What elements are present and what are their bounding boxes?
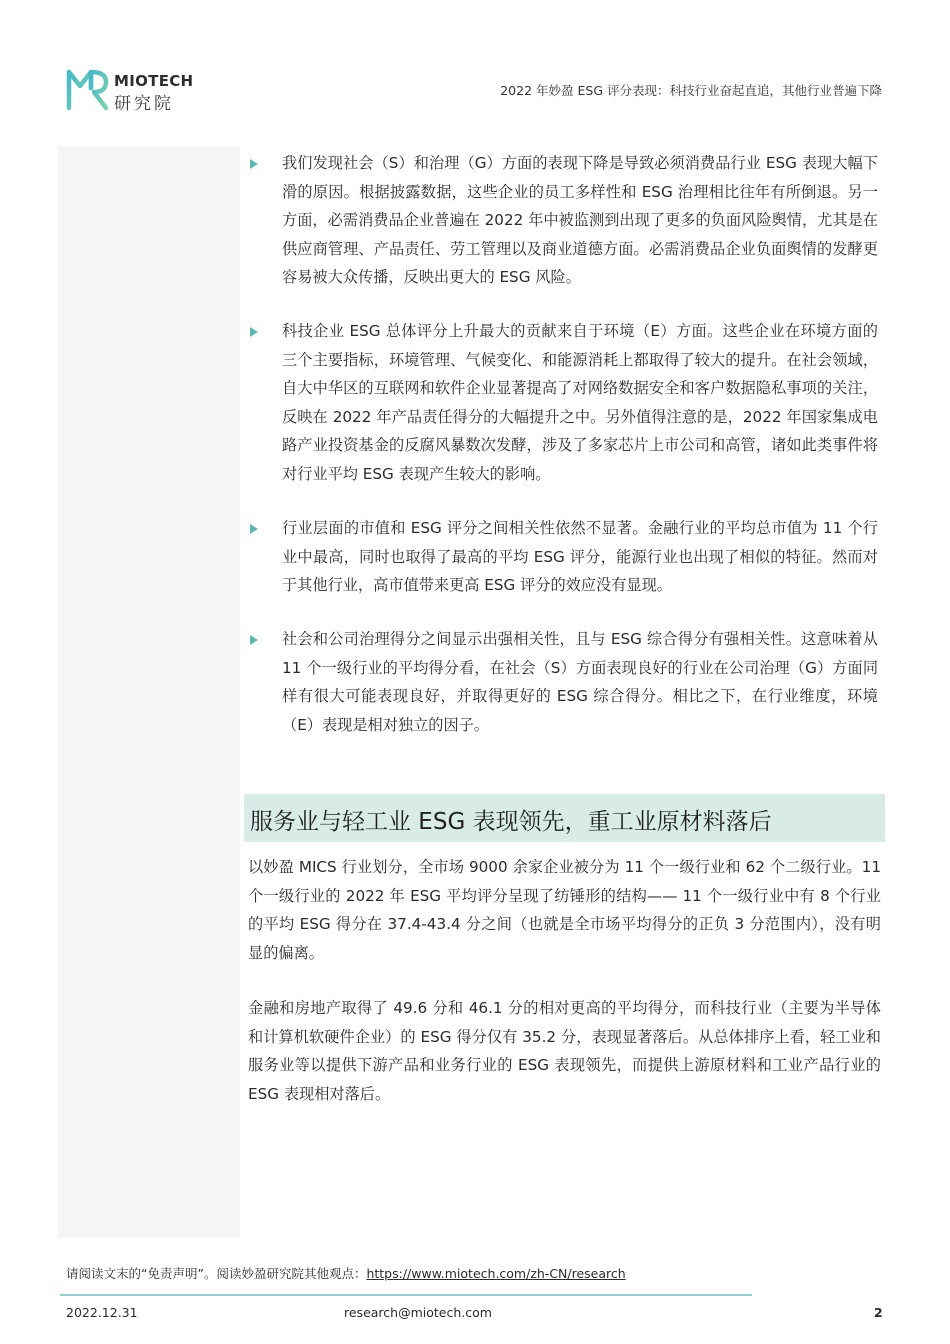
- bullet-text: 科技企业 ESG 总体评分上升最大的贡献来自于环境（E）方面。这些企业在环境方面的三个主要指标，环境管理、气候变化、和能源消耗上都取得了较大的提升。在社会领域，自大中华区的互联网和软件企业显著提高了对网络数据安全和客户数据隐私事项的关注，反映在 2022 年产品责任得分的大幅提升之中。另外值得注意的是，2022 年国家集成电路产业投资基金的反腐风暴数次发酵，涉及了多家芯片上市公司和高管，诸如此类事件将对行业平均 ESG 表现产生较大的影响。: [282, 322, 878, 483]
- logo-brand-sub: 研究院: [114, 94, 174, 114]
- footer-email: research@miotech.com: [344, 1305, 492, 1320]
- triangle-bullet-icon: [250, 635, 258, 645]
- body-paragraph: 金融和房地产取得了 49.6 分和 46.1 分的相对更高的平均得分，而科技行业（主要为半导体和计算机软硬件企业）的 ESG 得分仅有 35.2 分，表现显著落后。从总体排序上看，轻工业和服务业等以提供下游产品和业务行业的 ESG 表现领先，而提供上游原材料和工业产品行业的 ESG 表现相对落后。: [248, 999, 881, 1103]
- footer-note: [66, 1264, 626, 1282]
- section-heading-text: 服务业与轻工业 ESG 表现领先，重工业原材料落后: [250, 809, 772, 835]
- page-number: 2: [874, 1305, 883, 1320]
- bullet-item: [248, 514, 888, 600]
- bullet-text: 社会和公司治理得分之间显示出强相关性，且与 ESG 综合得分有强相关性。这意味着从 11 个一级行业的平均得分看，在社会（S）方面表现良好的行业在公司治理（G）方面同样有很大可能表现良好，并取得更好的 ESG 综合得分。相比之下，在行业维度，环境（E）表现是相对独立的因子。: [282, 630, 878, 734]
- section-heading: [244, 794, 885, 842]
- footer-divider: [60, 1294, 752, 1296]
- bullet-item: [248, 625, 888, 739]
- triangle-bullet-icon: [250, 524, 258, 534]
- triangle-bullet-icon: [250, 327, 258, 337]
- bullet-item: [248, 149, 888, 292]
- bullet-item: [248, 317, 888, 488]
- footer-date: 2022.12.31: [66, 1305, 138, 1320]
- report-title: 2022 年妙盈 ESG 评分表现：科技行业奋起直追，其他行业普遍下降: [500, 83, 882, 98]
- sidebar-panel: [58, 146, 240, 1238]
- page-header: [0, 0, 950, 130]
- triangle-bullet-icon: [250, 159, 258, 169]
- bullet-text: 我们发现社会（S）和治理（G）方面的表现下降是导致必须消费品行业 ESG 表现大幅下滑的原因。根据披露数据，这些企业的员工多样性和 ESG 治理相比往年有所倒退。另一方面，必需消费品企业普遍在 2022 年中被监测到出现了更多的负面风险舆情，尤其是在供应商管理、产品责任、劳工管理以及商业道德方面。必需消费品企业负面舆情的发酵更容易被大众传播，反映出更大的 ESG 风险。: [282, 154, 878, 286]
- bullet-text: 行业层面的市值和 ESG 评分之间相关性依然不显著。金融行业的平均总市值为 11 个行业中最高，同时也取得了最高的平均 ESG 评分，能源行业也出现了相似的特征。然而对于其他行业，高市值带来更高 ESG 评分的效应没有显现。: [282, 519, 878, 594]
- body-paragraph: 以妙盈 MICS 行业划分，全市场 9000 余家企业被分为 11 个一级行业和 62 个二级行业。11 个一级行业的 2022 年 ESG 平均评分呈现了纺锤形的结构—— 11 个一级行业中有 8 个行业的平均 ESG 得分在 37.4-43.4 分之间（也就是全市场平均得分的正负 3 分范围内），没有明显的偏离。: [248, 858, 881, 962]
- research-link[interactable]: https://www.miotech.com/zh-CN/research: [366, 1266, 626, 1281]
- miotech-logo-icon: [66, 66, 110, 112]
- logo-brand-name: MIOTECH: [114, 72, 194, 90]
- footer-note-text: 请阅读文末的“免责声明”。阅读妙盈研究院其他观点：: [66, 1266, 367, 1281]
